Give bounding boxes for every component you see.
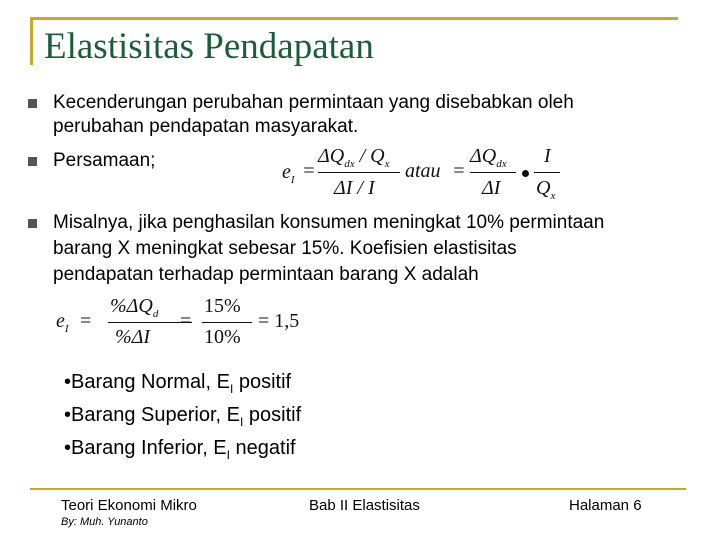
calc-numerator: $\%\Delta Q_d$ [110,295,159,320]
fraction-bar [318,172,400,173]
list-item: •Barang Normal, $E_I$ positif [64,371,292,396]
frame-top-rule [30,17,678,20]
fraction-bar [470,172,516,173]
calc-lhs: $e_I$ [56,310,69,335]
calc-denominator-value: 10% [204,326,241,348]
formula-connector: atau [405,160,441,182]
fraction-bar [202,322,252,323]
footer-rule [30,488,686,490]
footer-author: By: Muh. Yunanto [61,516,148,528]
multiply-dot-icon [522,170,529,177]
calc-equals: = [80,310,92,332]
calc-denominator: %ΔI [115,326,151,348]
formula-equals-2: = [452,160,466,182]
slide-title: Elastisitas Pendapatan [44,26,374,67]
list-item: •Barang Inferior, $E_I$ negatif [64,437,296,462]
formula-denominator-2: ΔI [482,177,501,199]
footer-course: Teori Ekonomi Mikro [61,497,197,514]
formula-lhs: $e_I$ [282,161,295,186]
bullet-marker [28,219,37,228]
footer-chapter: Bab II Elastisitas [309,497,420,514]
fraction-bar [534,172,560,173]
bullet-3-line-1: Misalnya, jika penghasilan konsumen meningkat 10% permintaan [53,212,605,233]
formula-numerator-1: $\Delta Q_{dx} / Q_x$ [318,145,390,170]
calc-result: = 1,5 [258,310,300,332]
formula-denominator-1: ΔI / I [334,177,375,199]
footer-page-number: Halaman 6 [569,497,642,514]
bullet-3-line-3: pendapatan terhadap permintaan barang X adalah [53,264,479,285]
bullet-marker [28,157,37,166]
bullet-1-line-2: perubahan pendapatan masyarakat. [53,116,359,137]
frame-left-rule [30,17,33,65]
formula-equals: = [302,160,316,182]
goods-type-list [64,369,301,468]
formula-denominator-3: $Q_x$ [536,177,556,202]
bullet-marker [28,99,37,108]
calc-numerator-value: 15% [204,295,241,317]
formula-numerator-2: $\Delta Q_{dx}$ [470,145,507,170]
calc-equals-2: = [180,310,192,332]
list-item: •Barang Superior, $E_I$ positif [64,404,302,429]
bullet-3-line-2: barang X meningkat sebesar 15%. Koefisien elastisitas [53,238,517,259]
bullet-1-line-1: Kecenderungan perubahan permintaan yang disebabkan oleh [53,92,574,113]
bullet-2-line-1: Persamaan; [53,150,156,171]
formula-numerator-3: I [544,145,551,167]
